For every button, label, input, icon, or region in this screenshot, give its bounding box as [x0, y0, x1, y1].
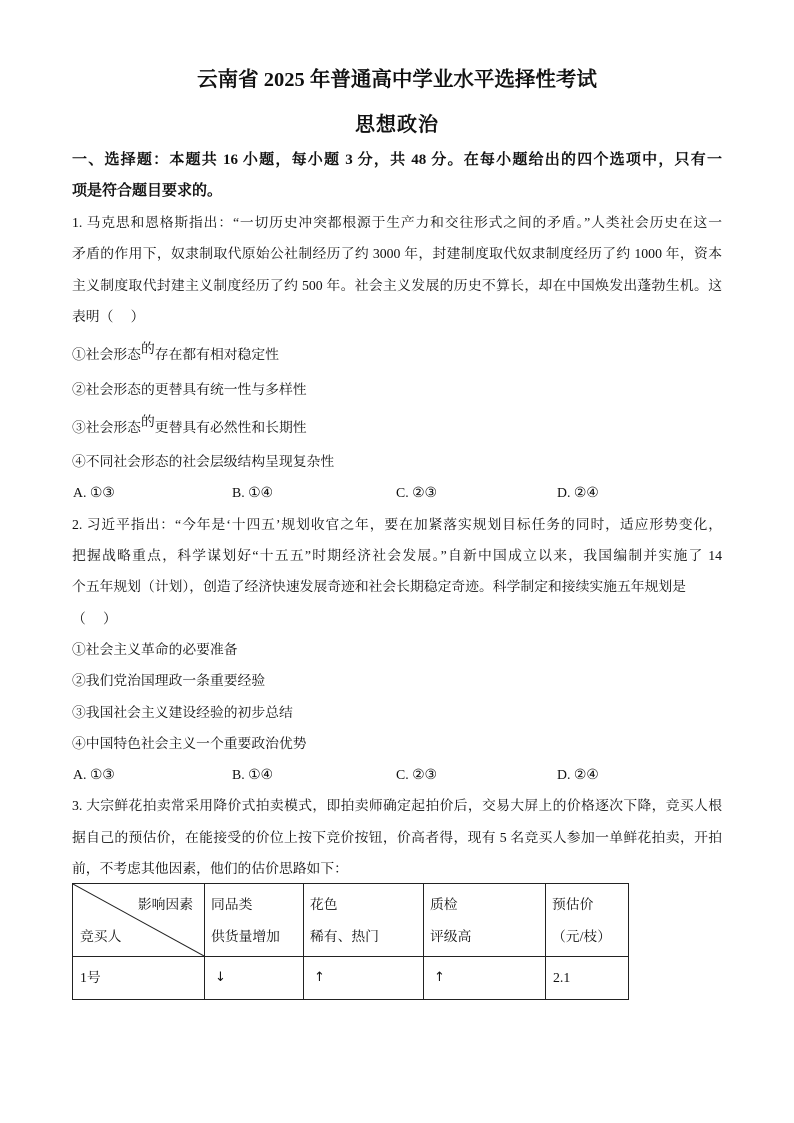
- exam-content: [72, 145, 722, 1001]
- question-1: [72, 207, 722, 509]
- header-line: 预估价: [552, 897, 594, 913]
- question-stem-line: 2. 习近平指出：“今年是‘十四五’规划收官之年，要在加紧落实规划目标任务的同时，适应形势变化，: [72, 516, 722, 532]
- question-stem-line: 主义制度取代封建主义制度经历了约 500 年。社会主义发展的历史不算长，却在中国焕发出蓬勃生机。这: [72, 277, 722, 293]
- statement-text: 更替具有必然性和长期性: [154, 419, 307, 435]
- question-stem-line: 矛盾的作用下，奴隶制取代原始公社制经历了约 3000 年，封建制度取代奴隶制度经历了约 1000 年，资本: [72, 246, 722, 262]
- corner-label-factors: 影响因素: [137, 897, 193, 913]
- section-heading-line: 一、选择题：本题共 16 小题，每小题 3 分，共 48 分。在每小题给出的四个选项中，只有一: [72, 151, 722, 168]
- header-line: 供货量增加: [211, 929, 280, 945]
- question-stem-line: 据自己的预估价，在能接受的价位上按下竞价按钮，价高者得，现有 5 名竞买人参加一单鲜花拍卖，开拍: [72, 829, 722, 845]
- statement-3: [72, 405, 722, 443]
- table-corner-cell: [73, 884, 205, 957]
- question-stem-line: 1. 马克思和恩格斯指出：“一切历史冲突都根源于生产力和交往形式之间的矛盾。”人类社会历史在这一: [72, 215, 722, 231]
- statement-text: ①社会形态: [72, 347, 141, 363]
- option-b: B. ①④: [232, 767, 273, 783]
- option-a: A. ①③: [73, 767, 115, 783]
- question-stem-line: 前，不考虑其他因素，他们的估价思路如下：: [72, 861, 348, 877]
- up-arrow-icon: ↑: [434, 970, 445, 986]
- subject-title: 思想政治: [355, 114, 439, 136]
- statement-text: 存在都有相对稳定性: [154, 347, 279, 363]
- table-header-cell: [205, 884, 304, 957]
- table-cell: [424, 957, 546, 1000]
- statement-text: ③社会形态: [72, 419, 141, 435]
- table-header-cell: [304, 884, 424, 957]
- header-line: 评级高: [430, 929, 472, 945]
- table-header-row: [73, 884, 629, 957]
- statement-1: [72, 332, 722, 370]
- header-line: 同品类: [211, 897, 253, 913]
- option-c: C. ②③: [396, 485, 437, 501]
- statement-1: ①社会主义革命的必要准备: [72, 641, 238, 657]
- table-header-cell: [424, 884, 546, 957]
- answer-options: [72, 759, 722, 790]
- question-3: [72, 790, 722, 1000]
- section-heading-line: 项是符合题目要求的。: [72, 182, 223, 199]
- corner-label-bidder: 竞买人: [80, 929, 122, 945]
- table-header-cell: [546, 884, 629, 957]
- answer-options: [72, 477, 722, 508]
- header-line: 稀有、热门: [310, 929, 379, 945]
- question-stem-line: 个五年规划（计划），创造了经济快速发展奇迹和社会长期稳定奇迹。科学制定和接续实施五年规划是: [72, 579, 686, 595]
- bidder-estimate-table: [72, 883, 629, 1000]
- option-a: A. ①③: [73, 485, 115, 501]
- question-stem-line: （ ）: [72, 610, 117, 626]
- header-line: 花色: [310, 897, 338, 913]
- statement-3: ③我国社会主义建设经验的初步总结: [72, 704, 293, 720]
- statement-2: ②社会形态的更替具有统一性与多样性: [72, 381, 307, 397]
- option-c: C. ②③: [396, 767, 437, 783]
- down-arrow-icon: ↓: [215, 970, 226, 986]
- exam-title: 云南省 2025 年普通高中学业水平选择性考试: [197, 69, 597, 91]
- diagonal-divider: [73, 884, 204, 956]
- question-stem-line: 把握战略重点，科学谋划好“十五五”时期经济社会发展。”自新中国成立以来，我国编制并实施了 14: [72, 548, 722, 564]
- option-b: B. ①④: [232, 485, 273, 501]
- statement-4: ④不同社会形态的社会层级结构呈现复杂性: [72, 454, 335, 470]
- option-d: D. ②④: [557, 767, 599, 783]
- section-heading: [72, 145, 722, 208]
- table-cell: [205, 957, 304, 1000]
- statement-raised-char: 的: [140, 413, 155, 429]
- statement-raised-char: 的: [140, 341, 155, 357]
- statement-4: ④中国特色社会主义一个重要政治优势: [72, 735, 307, 751]
- bidder-label: 1号: [80, 970, 101, 986]
- table-cell: [546, 957, 629, 1000]
- option-d: D. ②④: [557, 485, 599, 501]
- question-stem-line: 表明（ ）: [72, 308, 145, 324]
- statement-2: ②我们党治国理政一条重要经验: [72, 673, 266, 689]
- up-arrow-icon: ↑: [314, 970, 325, 986]
- estimated-price: 2.1: [553, 970, 571, 986]
- table-cell-bidder: [73, 957, 205, 1000]
- header-line: 质检: [430, 897, 458, 913]
- question-2: [72, 509, 722, 791]
- question-stem-line: 3. 大宗鲜花拍卖常采用降价式拍卖模式，即拍卖师确定起拍价后，交易大屏上的价格逐次下降，竞买人根: [72, 798, 722, 814]
- table-cell: [304, 957, 424, 1000]
- header-line: （元/枝）: [552, 929, 612, 945]
- table-row: [73, 957, 629, 1000]
